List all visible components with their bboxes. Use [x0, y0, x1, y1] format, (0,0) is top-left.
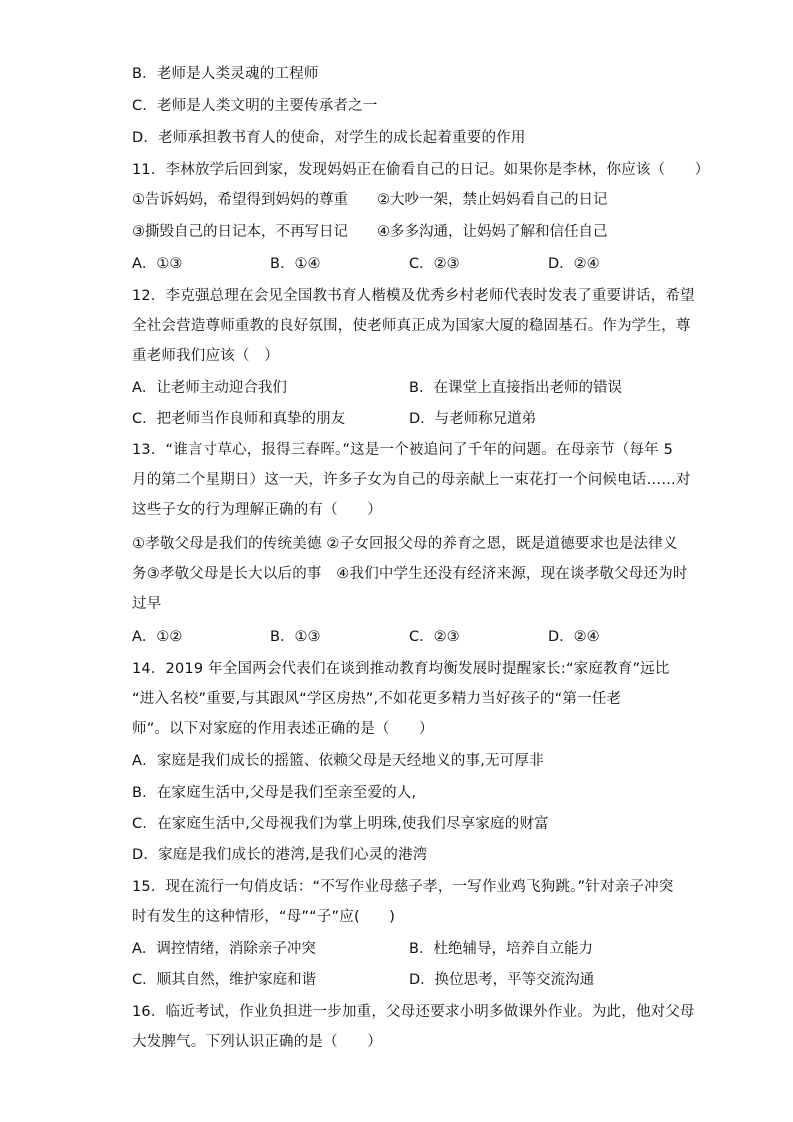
- q14-stem-line-3: 师”。以下对家庭的作用表述正确的是（ ）: [132, 721, 434, 737]
- q12-option-d: D．与老师称兄道弟: [409, 411, 537, 427]
- q14-option-b: B．在家庭生活中,父母是我们至亲至爱的人,: [132, 785, 417, 801]
- q12-option-a: A．让老师主动迎合我们: [132, 380, 287, 396]
- q13-stem-line-2: 月的第二个星期日）这一天，许多子女为自己的母亲献上一束花打一个问候电话……对: [132, 472, 691, 488]
- q14-stem-line-2: “进入名校”重要,与其跟风“学区房热”,不如花更多精力当好孩子的“第一任老: [132, 691, 622, 707]
- q12-option-b: B．在课堂上直接指出老师的错误: [409, 380, 622, 396]
- q14-option-c: C．在家庭生活中,父母视我们为掌上明珠,使我们尽享家庭的财富: [132, 816, 549, 832]
- q13-stem-line-1: 13．“谁言寸草心，报得三春晖。”这是一个被追问了千年的问题。在母亲节（每年 5: [132, 442, 674, 458]
- q13-option-d: D．②④: [548, 629, 600, 645]
- q13-stem-line-3: 这些子女的行为理解正确的有（ ）: [132, 502, 382, 518]
- q11-option-a: A．①③: [132, 256, 183, 272]
- q12-option-c: C．把老师当作良师和真挚的朋友: [132, 411, 346, 427]
- q10-option-b: B．老师是人类灵魂的工程师: [132, 66, 319, 82]
- q13-statements-line-2: 务③孝敬父母是长大以后的事 ④我们中学生还没有经济来源，现在谈孝敬父母还为时: [132, 566, 688, 582]
- q14-option-a: A．家庭是我们成长的摇篮、依赖父母是天经地义的事,无可厚非: [132, 753, 544, 769]
- q15-option-c: C．顺其自然，维护家庭和谐: [132, 972, 317, 988]
- q14-option-d: D．家庭是我们成长的港湾,是我们心灵的港湾: [132, 847, 428, 863]
- q14-stem-line-1: 14．2019 年全国两会代表们在谈到推动教育均衡发展时提醒家长:“家庭教育”远比: [132, 661, 670, 677]
- q13-option-c: C．②③: [409, 629, 460, 645]
- q16-stem-line-2: 大发脾气。下列认识正确的是（ ）: [132, 1034, 382, 1050]
- q15-stem-line-2: 时有发生的这种情形，“母”“子”应( ): [132, 909, 396, 925]
- q16-stem-line-1: 16．临近考试，作业负担进一步加重，父母还要求小明多做课外作业。为此，他对父母: [132, 1004, 695, 1020]
- q15-option-a: A．调控情绪，消除亲子冲突: [132, 941, 316, 957]
- q15-stem-line-1: 15．现在流行一句俏皮话：“不写作业母慈子孝，一写作业鸡飞狗跳。”针对亲子冲突: [132, 879, 674, 895]
- q13-option-b: B．①③: [270, 629, 321, 645]
- q11-option-d: D．②④: [548, 256, 600, 272]
- q11-option-b: B．①④: [270, 256, 321, 272]
- q12-stem-line-3: 重老师我们应该（ ）: [132, 348, 279, 364]
- q11-statement-4: ④多多沟通，让妈妈了解和信任自己: [377, 224, 608, 240]
- q12-stem-line-2: 全社会营造尊师重教的良好氛围，使老师真正成为国家大厦的稳固基石。作为学生，尊: [132, 318, 691, 334]
- q15-option-d: D．换位思考，平等交流沟通: [409, 972, 595, 988]
- q11-statement-2: ②大吵一架，禁止妈妈看自己的日记: [377, 192, 608, 208]
- q10-option-c: C．老师是人类文明的主要传承者之一: [132, 98, 378, 114]
- q11-option-c: C．②③: [409, 256, 460, 272]
- q13-statements-line-1: ①孝敬父母是我们的传统美德 ②子女回报父母的养育之恩，既是道德要求也是法律义: [132, 536, 678, 552]
- q10-option-d: D．老师承担教书育人的使命，对学生的成长起着重要的作用: [132, 130, 526, 146]
- q11-statement-1: ①告诉妈妈，希望得到妈妈的尊重: [132, 192, 348, 208]
- q11-stem: 11．李林放学后回到家，发现妈妈正在偷看自己的日记。如果你是李林，你应该（ ）: [132, 162, 710, 178]
- q11-statement-3: ③撕毁自己的日记本，不再写日记: [132, 224, 348, 240]
- q13-option-a: A．①②: [132, 629, 183, 645]
- q12-stem-line-1: 12．李克强总理在会见全国教书育人楷模及优秀乡村老师代表时发表了重要讲话，希望: [132, 288, 695, 304]
- q13-statements-line-3: 过早: [132, 596, 162, 612]
- q15-option-b: B．杜绝辅导，培养自立能力: [409, 941, 593, 957]
